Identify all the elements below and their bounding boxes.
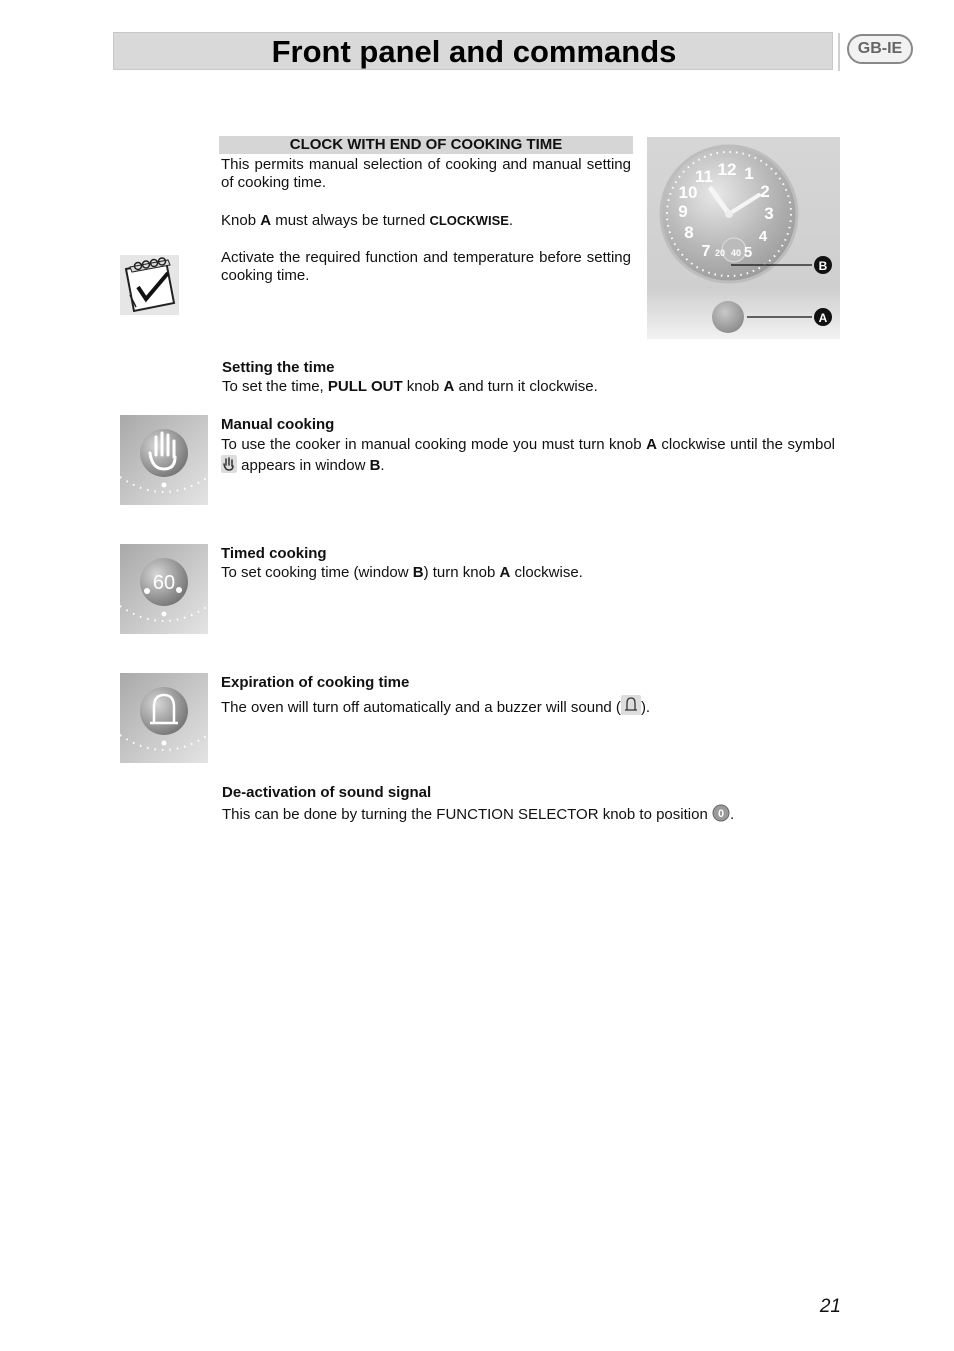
window-label: B: [412, 564, 424, 581]
clock-panel-image: [647, 137, 840, 339]
clock-numeral: 12: [717, 160, 737, 179]
clock-numeral: 4: [758, 228, 768, 245]
text: knob: [402, 378, 444, 395]
expiration-image: [120, 673, 208, 763]
hand-icon: [221, 455, 237, 479]
language-badge: GB-IE: [847, 34, 913, 64]
title-divider: [838, 33, 840, 71]
clock-numeral: 3: [764, 204, 774, 223]
pull-out-word: PULL OUT: [327, 378, 403, 395]
text: This can be done by turning the FUNCTION SELECTOR knob to position: [222, 806, 712, 823]
clock-intro-paragraph: This permits manual selection of cooking and manual setting of cooking time.: [221, 156, 631, 191]
label-a: A: [818, 311, 828, 325]
window-label: B: [369, 457, 381, 474]
clock-numeral: 11: [695, 167, 713, 186]
text: clockwise.: [510, 564, 583, 581]
text: ).: [640, 699, 651, 716]
text: and turn it clockwise.: [454, 378, 598, 395]
label-b: B: [818, 259, 828, 273]
expiration-heading: Expiration of cooking time: [221, 674, 410, 691]
text: To use the cooker in manual cooking mode you must turn knob: [221, 436, 647, 453]
clock-numeral: 2: [760, 182, 770, 201]
text: To set the time,: [222, 378, 328, 395]
timed-cooking-image: [120, 544, 208, 634]
knob-label: A: [646, 436, 657, 453]
position-zero-icon: [712, 804, 730, 828]
timed-cooking-paragraph: [221, 564, 835, 582]
deactivation-heading: De-activation of sound signal: [222, 784, 432, 801]
deactivation-paragraph: [222, 804, 836, 828]
clock-activate-paragraph: Activate the required function and temperature before setting cooking time.: [221, 249, 631, 284]
clock-numeral: 8: [684, 223, 694, 242]
page-title: Front panel and commands: [271, 34, 677, 69]
setting-time-heading: Setting the time: [222, 359, 335, 376]
text: ) turn knob: [423, 564, 500, 581]
text: .: [508, 212, 514, 229]
text: .: [729, 806, 735, 823]
clock-numeral: 10: [678, 183, 698, 202]
bell-icon: [621, 695, 641, 721]
knob-label: A: [260, 212, 272, 229]
page-number: 21: [819, 1296, 841, 1317]
clock-numeral: 20: [714, 248, 726, 258]
clock-knob-paragraph: [221, 212, 631, 230]
text: must always be turned: [271, 212, 430, 229]
text: clockwise until the symbol: [656, 436, 835, 453]
knob-number: 60: [152, 572, 176, 594]
clock-numeral: 5: [743, 244, 753, 261]
position-symbol: 0: [717, 808, 725, 820]
manual-cooking-heading: Manual cooking: [221, 416, 335, 433]
text: .: [380, 457, 385, 474]
knob-label: A: [443, 378, 455, 395]
manual-cooking-image: [120, 415, 208, 505]
text: The oven will turn off automatically and a buzzer will sound (: [221, 699, 621, 716]
title-bar: [113, 32, 833, 70]
clock-numeral: 40: [730, 248, 742, 258]
clock-numeral: 1: [744, 164, 754, 183]
section-heading: CLOCK WITH END OF COOKING TIME: [219, 136, 633, 154]
text: Knob: [221, 212, 261, 229]
setting-time-paragraph: [222, 378, 842, 396]
text: To set cooking time (window: [221, 564, 413, 581]
clockwise-word: CLOCKWISE: [429, 213, 509, 228]
knob-label: A: [499, 564, 511, 581]
text: appears in window: [237, 457, 370, 474]
clock-numeral: 9: [678, 202, 688, 221]
notepad-icon: [120, 255, 179, 315]
clock-numeral: 7: [701, 243, 711, 260]
manual-cooking-paragraph: [221, 435, 835, 479]
expiration-paragraph: [221, 695, 835, 721]
timed-cooking-heading: Timed cooking: [221, 545, 327, 562]
